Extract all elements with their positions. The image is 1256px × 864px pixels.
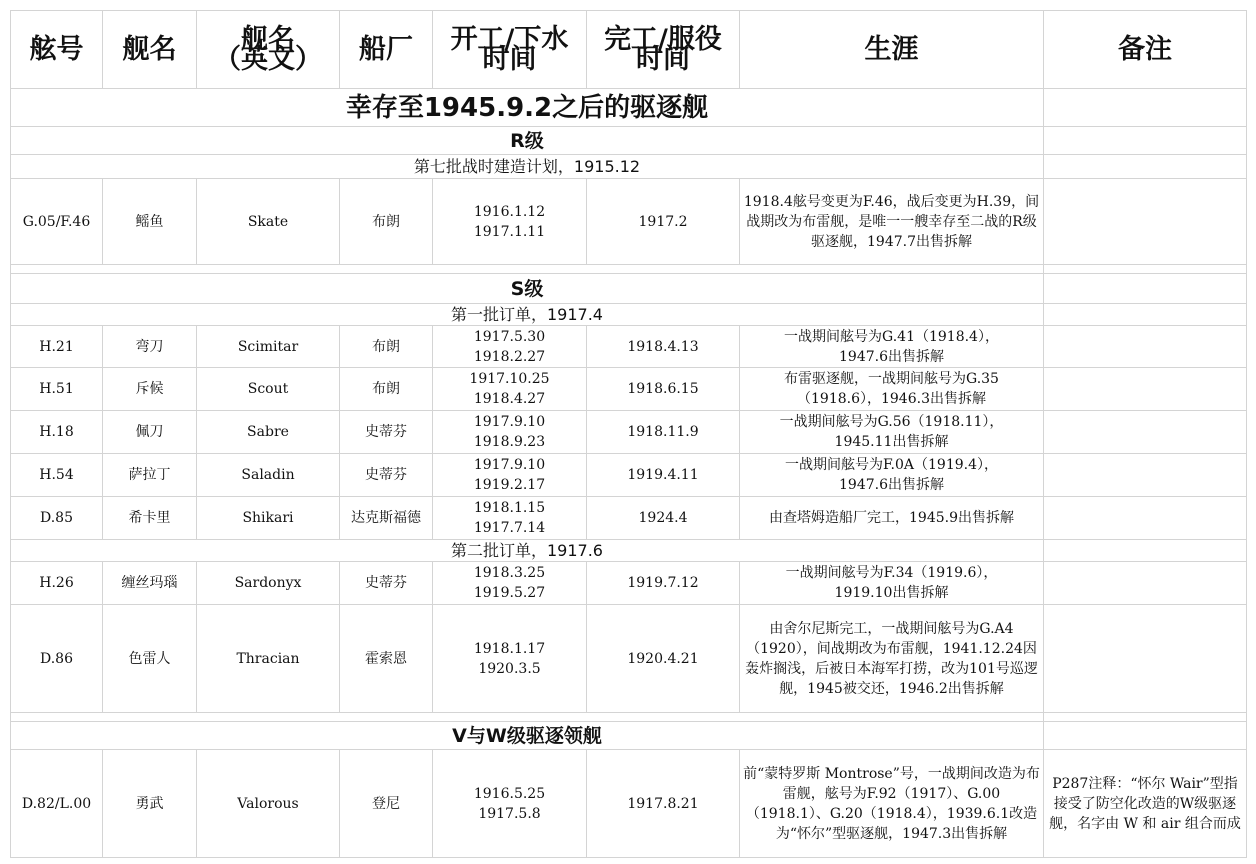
shipyard: 史蒂芬 [340, 454, 433, 497]
batch-label-r: 第七批战时建造计划，1915.12 [11, 155, 1044, 179]
header-hull-number: 舷号 [11, 11, 103, 89]
table-row [11, 562, 1247, 605]
empty-cell [1044, 89, 1247, 127]
hull-number: G.05/F.46 [11, 179, 103, 265]
hull-number: D.82/L.00 [11, 750, 103, 858]
shipyard: 布朗 [340, 326, 433, 368]
header-shipyard: 船厂 [340, 11, 433, 89]
empty-cell [1044, 304, 1247, 326]
shipyard: 史蒂芬 [340, 562, 433, 605]
remarks-text: P287注释：“怀尔 Wair”型指接受了防空化改造的W级驱逐舰，名字由 W 和 air 组合而成 [1044, 750, 1247, 858]
spacer-row [11, 265, 1247, 274]
empty-cell [1044, 127, 1247, 155]
laid-launched-dates: 1917.9.10 1918.9.23 [433, 411, 587, 454]
remarks-text [1044, 368, 1247, 411]
shipyard: 布朗 [340, 368, 433, 411]
ship-name-cn: 希卡里 [103, 497, 197, 540]
ship-name-en: Thracian [197, 605, 340, 713]
completed-date: 1917.2 [587, 179, 740, 265]
empty-cell [1044, 265, 1247, 274]
hull-number: H.18 [11, 411, 103, 454]
header-remarks: 备注 [1044, 11, 1247, 89]
laid-launched-dates: 1917.9.10 1919.2.17 [433, 454, 587, 497]
table-row [11, 497, 1247, 540]
section-title-row [11, 89, 1247, 127]
empty-cell [1044, 155, 1247, 179]
hull-number: H.54 [11, 454, 103, 497]
laid-launched-dates: 1918.3.25 1919.5.27 [433, 562, 587, 605]
spacer-cell [11, 713, 1044, 722]
remarks-text [1044, 497, 1247, 540]
hull-number: D.86 [11, 605, 103, 713]
shipyard: 登尼 [340, 750, 433, 858]
table-row [11, 605, 1247, 713]
laid-launched-dates: 1917.5.30 1918.2.27 [433, 326, 587, 368]
ship-name-en: Valorous [197, 750, 340, 858]
header-completed-commissioned: 完工/服役 时间 [587, 11, 740, 89]
laid-launched-dates: 1917.10.25 1918.4.27 [433, 368, 587, 411]
laid-launched-dates: 1918.1.15 1917.7.14 [433, 497, 587, 540]
batch-row [11, 304, 1247, 326]
ship-name-cn: 色雷人 [103, 605, 197, 713]
remarks-text [1044, 179, 1247, 265]
header-ship-name: 舰名 [103, 11, 197, 89]
header-career: 生涯 [740, 11, 1044, 89]
career-text: 由舍尔尼斯完工，一战期间舷号为G.A4（1920），间战期改为布雷舰，1941.12.24因轰炸搁浅，后被日本海军打捞，改为101号巡逻舰，1945被交还，1946.2出售拆解 [740, 605, 1044, 713]
career-text: 布雷驱逐舰，一战期间舷号为G.35 （1918.6），1946.3出售拆解 [740, 368, 1044, 411]
career-text: 由查塔姆造船厂完工，1945.9出售拆解 [740, 497, 1044, 540]
table-row [11, 750, 1247, 858]
ship-name-en: Scimitar [197, 326, 340, 368]
laid-launched-dates: 1916.5.25 1917.5.8 [433, 750, 587, 858]
completed-date: 1918.11.9 [587, 411, 740, 454]
table-row [11, 326, 1247, 368]
ship-name-en: Shikari [197, 497, 340, 540]
class-title-row [11, 127, 1247, 155]
remarks-text [1044, 454, 1247, 497]
remarks-text [1044, 605, 1247, 713]
hull-number: H.51 [11, 368, 103, 411]
career-text: 一战期间舷号为F.34（1919.6）， 1919.10出售拆解 [740, 562, 1044, 605]
shipyard: 布朗 [340, 179, 433, 265]
header-row [11, 11, 1247, 89]
ship-name-en: Saladin [197, 454, 340, 497]
career-text: 一战期间舷号为G.56（1918.11）， 1945.11出售拆解 [740, 411, 1044, 454]
empty-cell [1044, 713, 1247, 722]
ship-name-en: Scout [197, 368, 340, 411]
remarks-text [1044, 411, 1247, 454]
ship-name-en: Sabre [197, 411, 340, 454]
ship-table [10, 10, 1247, 858]
hull-number: D.85 [11, 497, 103, 540]
hull-number: H.21 [11, 326, 103, 368]
career-text: 一战期间舷号为F.0A（1919.4）， 1947.6出售拆解 [740, 454, 1044, 497]
batch-label-s1: 第一批订单，1917.4 [11, 304, 1044, 326]
ship-name-cn: 佩刀 [103, 411, 197, 454]
spacer-cell [11, 265, 1044, 274]
class-title-row [11, 722, 1247, 750]
batch-label-s2: 第二批订单，1917.6 [11, 540, 1044, 562]
ship-name-cn: 勇武 [103, 750, 197, 858]
class-title-vw: V与W级驱逐领舰 [11, 722, 1044, 750]
ship-name-en: Sardonyx [197, 562, 340, 605]
completed-date: 1918.4.13 [587, 326, 740, 368]
laid-launched-dates: 1918.1.17 1920.3.5 [433, 605, 587, 713]
ship-name-cn: 萨拉丁 [103, 454, 197, 497]
completed-date: 1918.6.15 [587, 368, 740, 411]
table-row [11, 454, 1247, 497]
completed-date: 1919.4.11 [587, 454, 740, 497]
career-text: 前“蒙特罗斯 Montrose”号，一战期间改造为布雷舰，舷号为F.92（1917）、G.00（1918.1）、G.20（1918.4），1939.6.1改造为“怀尔”型驱逐舰，1947.3出售拆解 [740, 750, 1044, 858]
ship-name-cn: 缠丝玛瑙 [103, 562, 197, 605]
shipyard: 史蒂芬 [340, 411, 433, 454]
shipyard: 达克斯福德 [340, 497, 433, 540]
spacer-row [11, 713, 1247, 722]
empty-cell [1044, 722, 1247, 750]
completed-date: 1924.4 [587, 497, 740, 540]
completed-date: 1917.8.21 [587, 750, 740, 858]
table-row [11, 411, 1247, 454]
class-title-s: S级 [11, 274, 1044, 304]
empty-cell [1044, 274, 1247, 304]
table-row [11, 368, 1247, 411]
ship-name-cn: 斥候 [103, 368, 197, 411]
shipyard: 霍索恩 [340, 605, 433, 713]
completed-date: 1919.7.12 [587, 562, 740, 605]
ship-name-cn: 鳐鱼 [103, 179, 197, 265]
hull-number: H.26 [11, 562, 103, 605]
career-text: 1918.4舷号变更为F.46，战后变更为H.39，间战期改为布雷舰，是唯一一艘幸存至二战的R级驱逐舰，1947.7出售拆解 [740, 179, 1044, 265]
class-title-r: R级 [11, 127, 1044, 155]
batch-row [11, 155, 1247, 179]
section-title: 幸存至1945.9.2之后的驱逐舰 [11, 89, 1044, 127]
class-title-row [11, 274, 1247, 304]
career-text: 一战期间舷号为G.41（1918.4）， 1947.6出售拆解 [740, 326, 1044, 368]
remarks-text [1044, 326, 1247, 368]
completed-date: 1920.4.21 [587, 605, 740, 713]
ship-name-en: Skate [197, 179, 340, 265]
batch-row [11, 540, 1247, 562]
table-row [11, 179, 1247, 265]
ship-name-cn: 弯刀 [103, 326, 197, 368]
header-laid-launched: 开工/下水 时间 [433, 11, 587, 89]
remarks-text [1044, 562, 1247, 605]
empty-cell [1044, 540, 1247, 562]
header-ship-name-english: 舰名 （英文） [197, 11, 340, 89]
laid-launched-dates: 1916.1.12 1917.1.11 [433, 179, 587, 265]
